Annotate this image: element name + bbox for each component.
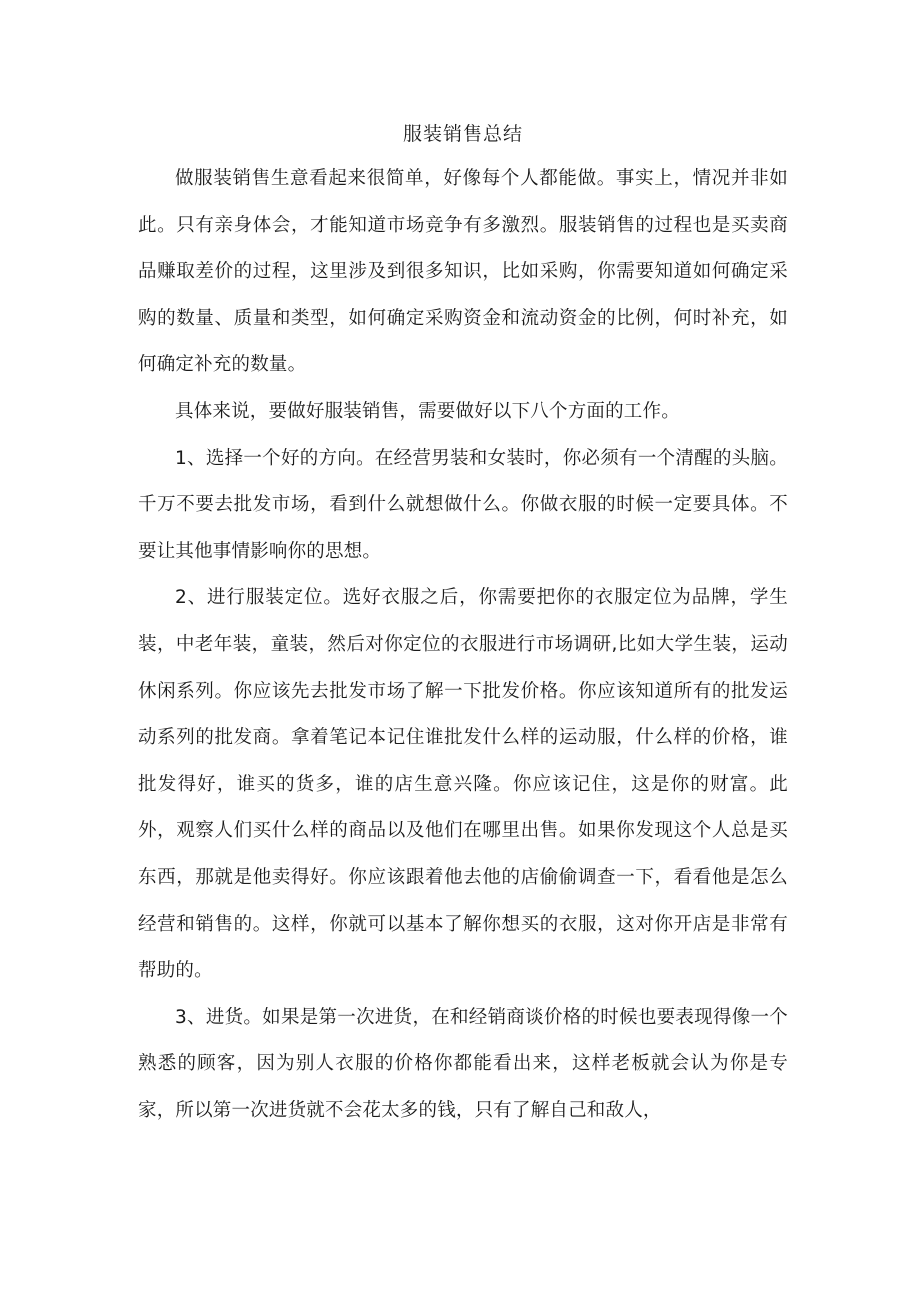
paragraph-point-2: 2、进行服装定位。选好衣服之后，你需要把你的衣服定位为品牌，学生装，中老年装，童装，然后对你定位的衣服进行市场调研,比如大学生装，运动休闲系列。你应该先去批发市场了解一下批发价格。你应该知道所有的批发运动系列的批发商。拿着笔记本记住谁批发什么样的运动服，什么样的价格，谁批发得好，谁买的货多，谁的店生意兴隆。你应该记住，这是你的财富。此外，观察人们买什么样的商品以及他们在哪里出售。如果你发现这个人总是买东西，那就是他卖得好。你应该跟着他去他的店偷偷调查一下，看看他是怎么经营和销售的。这样，你就可以基本了解你想买的衣服，这对你开店是非常有帮助的。: [138, 587, 788, 982]
paragraph-point-1: 1、选择一个好的方向。在经营男装和女装时，你必须有一个清醒的头脑。千万不要去批发市场，看到什么就想做什么。你做衣服的时候一定要具体。不要让其他事情影响你的思想。: [138, 447, 788, 562]
paragraph-point-3: 3、进货。如果是第一次进货，在和经销商谈价格的时候也要表现得像一个熟悉的顾客，因为别人衣服的价格你都能看出来，这样老板就会认为你是专家，所以第一次进货就不会花太多的钱，只有了解自己和敌人，: [138, 1006, 788, 1121]
document-page: [138, 112, 788, 1134]
paragraph-overview: 具体来说，要做好服装销售，需要做好以下八个方面的工作。: [175, 400, 680, 422]
paragraph-intro: 做服装销售生意看起来很简单，好像每个人都能做。事实上，情况并非如此。只有亲身体会，才能知道市场竞争有多激烈。服装销售的过程也是买卖商品赚取差价的过程，这里涉及到很多知识，比如采购，你需要知道如何确定采购的数量、质量和类型，如何确定采购资金和流动资金的比例，何时补充，如何确定补充的数量。: [138, 168, 788, 376]
document-title: 服装销售总结: [402, 123, 523, 145]
